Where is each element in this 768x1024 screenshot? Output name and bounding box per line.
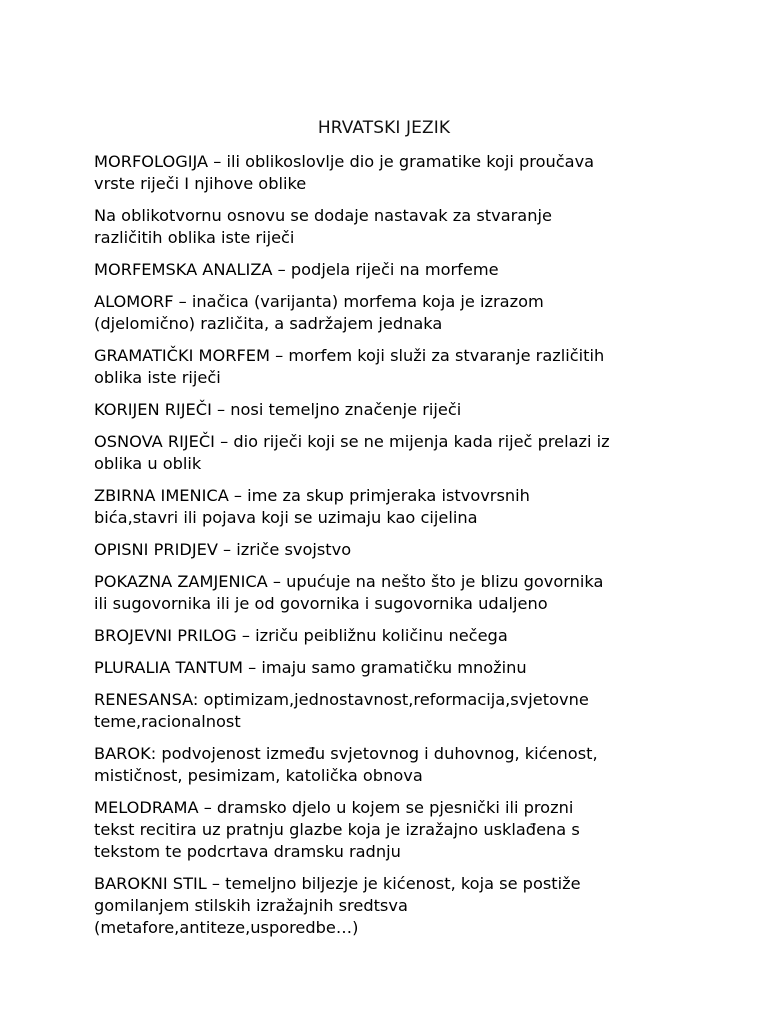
paragraph-morfemska-analiza: MORFEMSKA ANALIZA – podjela riječi na morfeme xyxy=(94,260,499,279)
paragraph-barok: BAROK: podvojenost između svjetovnog i duhovnog, kićenost, mističnost, pesimizam, katolička obnova xyxy=(94,744,598,785)
paragraph-korijen-rijeci: KORIJEN RIJEČI – nosi temeljno značenje riječi xyxy=(94,400,462,419)
paragraph-barokni-stil: BAROKNI STIL – temeljno biljezje je kićenost, koja se postiže gomilanjem stilskih izražajnih sredtsva (metafore,antiteze,usporedbe…) xyxy=(94,874,581,937)
paragraph-osnova-rijeci: OSNOVA RIJEČI – dio riječi koji se ne mijenja kada riječ prelazi iz oblika u oblik xyxy=(94,432,610,473)
paragraph-pluralia-tantum: PLURALIA TANTUM – imaju samo gramatičku množinu xyxy=(94,658,527,677)
paragraph-pokazna-zamjenica: POKAZNA ZAMJENICA – upućuje na nešto što je blizu govornika ili sugovornika ili je od govornika i sugovornika udaljeno xyxy=(94,572,604,613)
paragraph-opisni-pridjev: OPISNI PRIDJEV – izriče svojstvo xyxy=(94,540,352,559)
paragraph-melodrama: MELODRAMA – dramsko djelo u kojem se pjesnički ili prozni tekst recitira uz pratnju glazbe koja je izražajno usklađena s tekstom te podcrtava dramsku radnju xyxy=(94,798,580,861)
document-title: HRVATSKI JEZIK xyxy=(317,118,451,138)
paragraph-alomorf: ALOMORF – inačica (varijanta) morfema koja je izrazom (djelomično) različita, a sadržajem jednaka xyxy=(94,292,544,333)
paragraph-gramaticki-morfem: GRAMATIČKI MORFEM – morfem koji služi za stvaranje različitih oblika iste riječi xyxy=(94,346,605,387)
paragraph-morfologija: MORFOLOGIJA – ili oblikoslovlje dio je gramatike koji proučava vrste riječi I njihove oblike xyxy=(94,152,595,193)
paragraph-zbirna-imenica: ZBIRNA IMENICA – ime za skup primjeraka istvovrsnih bića,stavri ili pojava koji se uzimaju kao cijelina xyxy=(94,486,530,527)
document-body xyxy=(94,151,694,949)
paragraph-oblikotvorna-osnova: Na oblikotvornu osnovu se dodaje nastavak za stvaranje različitih oblika iste riječi xyxy=(94,206,552,247)
paragraph-brojevni-prilog: BROJEVNI PRILOG – izriču peibližnu količinu nečega xyxy=(94,626,508,645)
paragraph-renesansa: RENESANSA: optimizam,jednostavnost,reformacija,svjetovne teme,racionalnost xyxy=(94,690,589,731)
